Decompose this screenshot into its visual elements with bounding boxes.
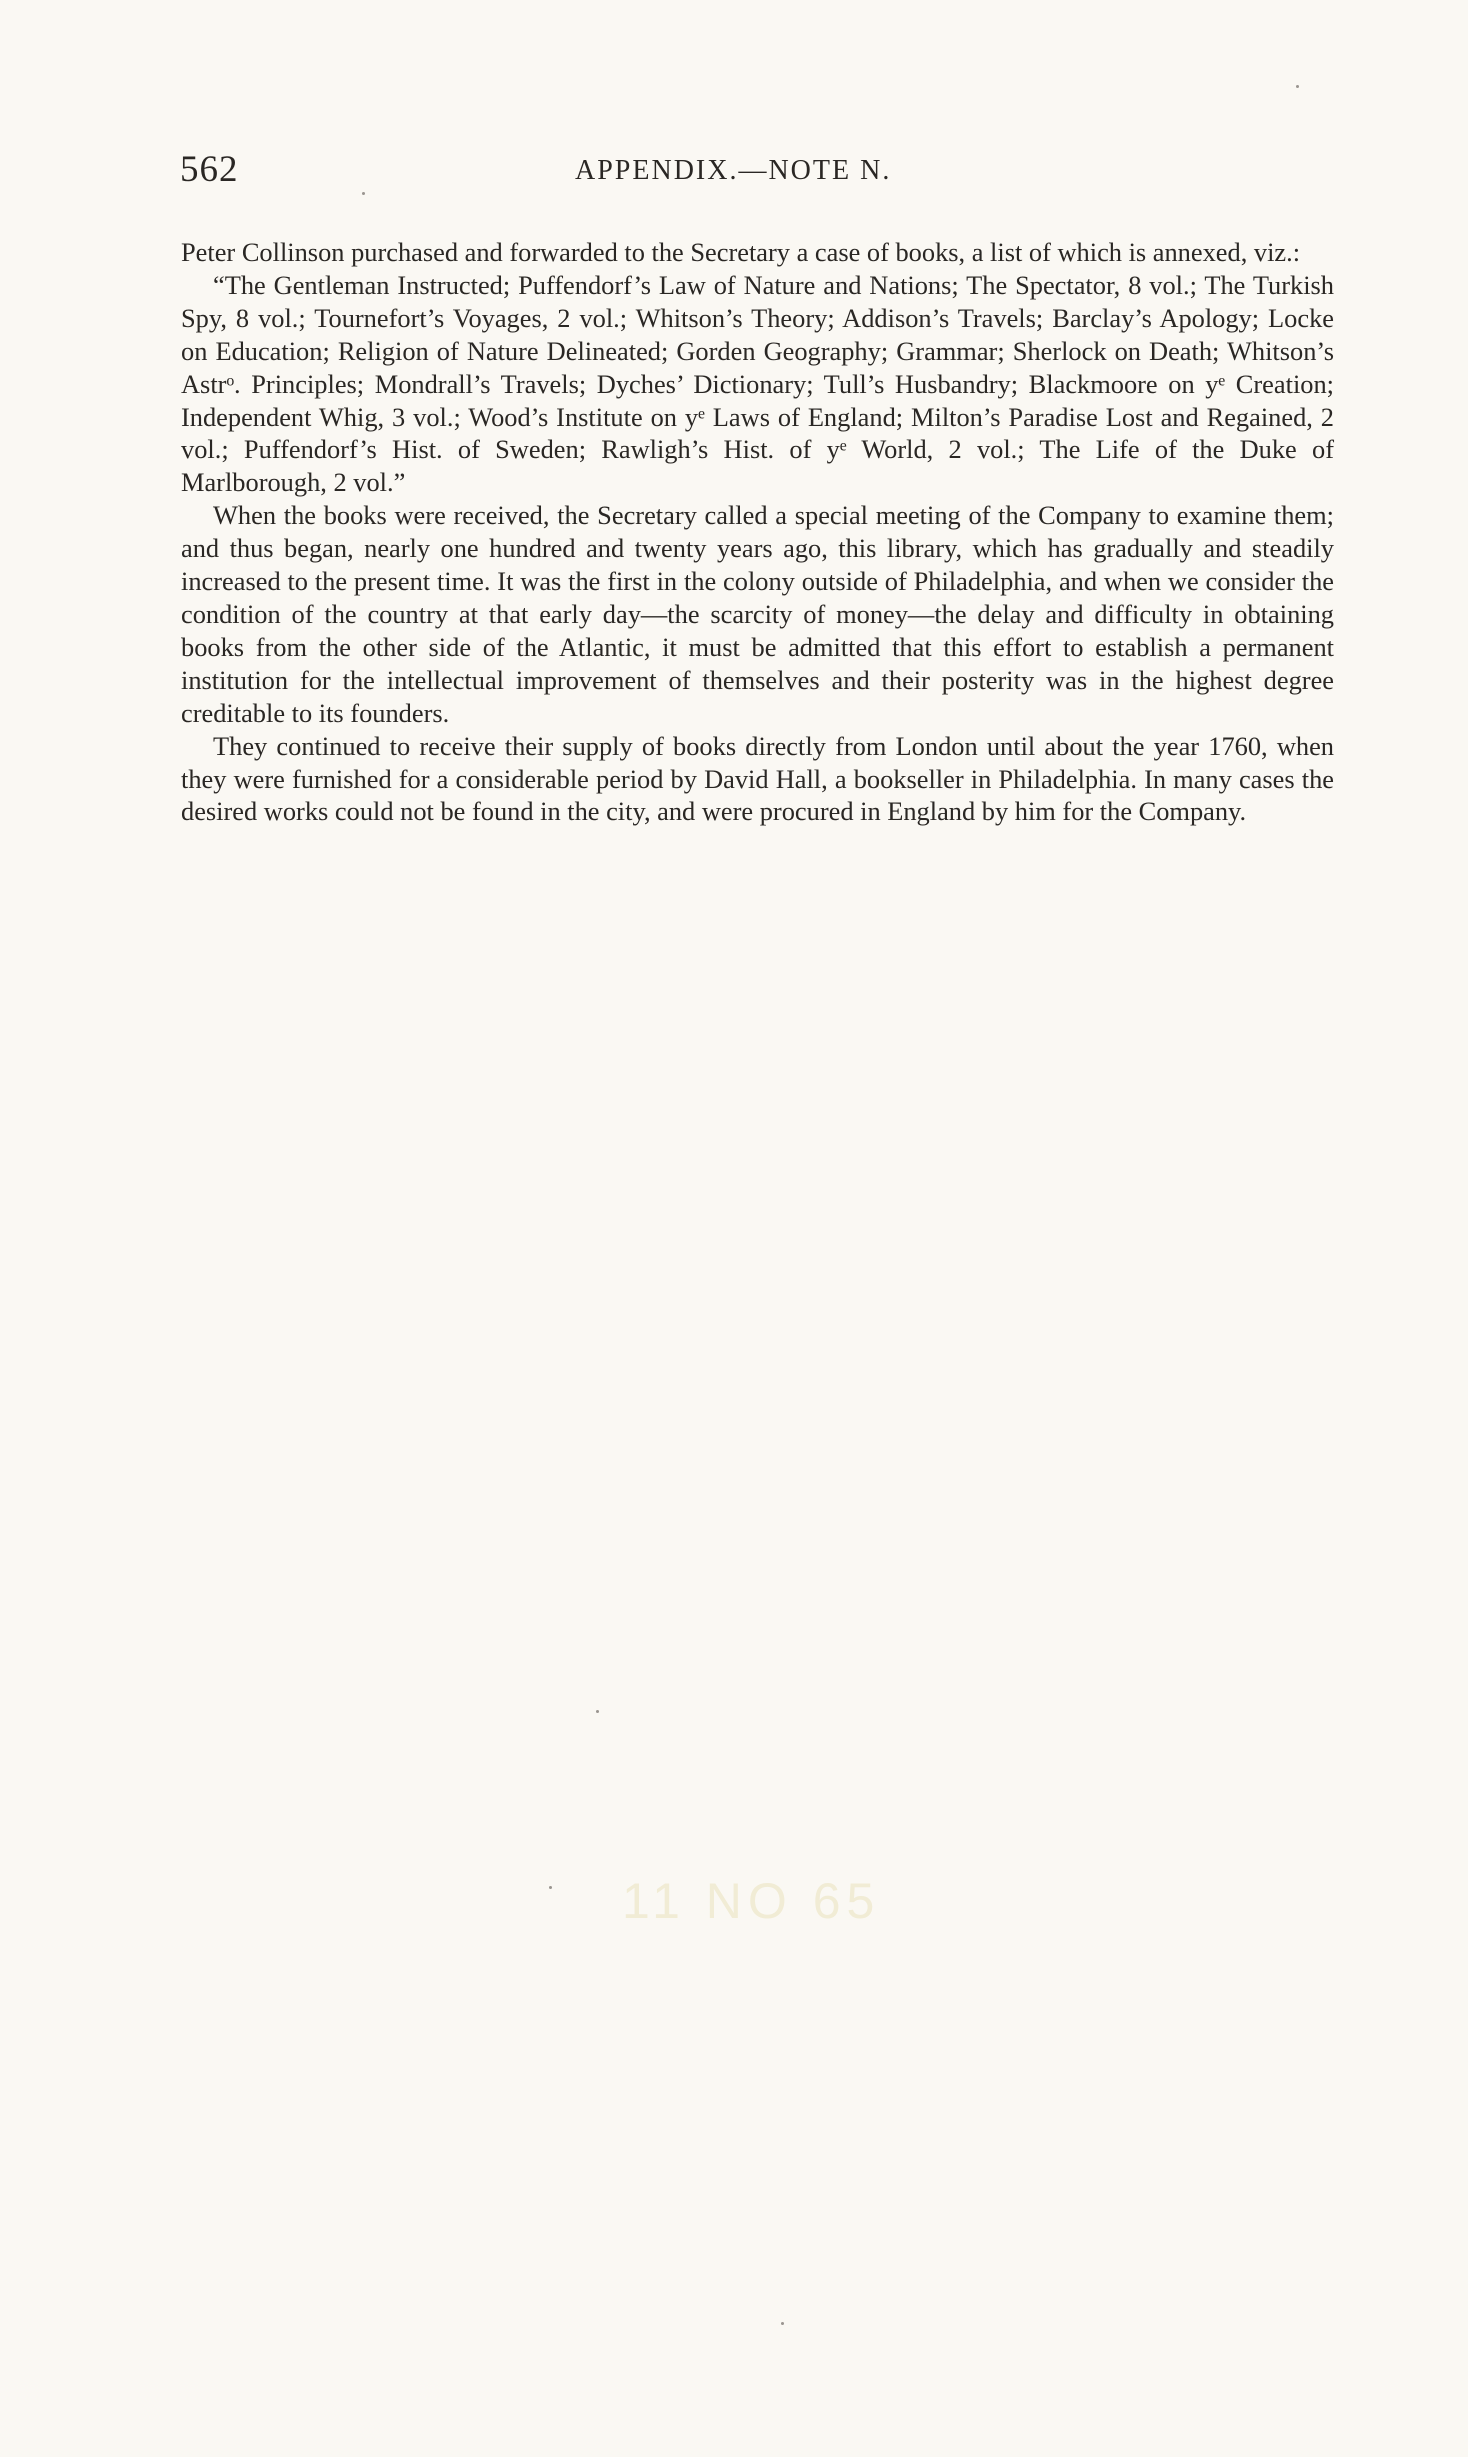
paper-speck — [549, 1886, 552, 1889]
paper-speck — [781, 2322, 784, 2325]
paragraph-david-hall: They continued to receive their supply of books directly from London until about the year 1760, when they were furnished for a considerable period by David Hall, a bookseller in Philadelphia. In many cases the desired works could not be found in the city, and were procured in England by him for the Company. — [181, 730, 1334, 827]
paragraph-book-list: “The Gentleman Instructed; Puffendorf’s Law of Nature and Nations; The Spectator, 8 vol.; The Turkish Spy, 8 vol.; Tournefort’s Voyages, 2 vol.; Whitson’s Theory; Addison’s Travels; Barclay’s Apology; Locke on Education; Religion of Nature Delineated; Gorden Geography; Grammar; Sherlock on Death; Whitson’s Astrᵒ. Principles; Mondrall’s Travels; Dyches’ Dictionary; Tull’s Husbandry; Blackmoore on yᵉ Creation; Independent Whig, 3 vol.; Wood’s Institute on yᵉ Laws of England; Milton’s Paradise Lost and Regained, 2 vol.; Puffendorf’s Hist. of Sweden; Rawligh’s Hist. of yᵉ World, 2 vol.; The Life of the Duke of Marlborough, 2 vol.” — [181, 269, 1334, 498]
paper-speck — [596, 1710, 599, 1713]
paper-speck — [1296, 85, 1299, 88]
paragraph-library-founding: When the books were received, the Secretary called a special meeting of the Company to examine them; and thus began, nearly one hundred and twenty years ago, this library, which has gradually and steadily increased to the present time. It was the first in the colony outside of Philadelphia, and when we consider the condition of the country at that early day—the scarcity of money—the delay and difficulty in obtaining books from the other side of the Atlantic, it must be admitted that this effort to establish a permanent institution for the intellectual improvement of themselves and their posterity was in the highest degree creditable to its founders. — [181, 500, 1334, 728]
page-header — [180, 140, 1340, 200]
paper-speck — [362, 192, 365, 195]
running-head: APPENDIX.—NOTE N. — [575, 155, 892, 186]
paragraph-intro: Peter Collinson purchased and forwarded to the Secretary a case of books, a list of which is annexed, viz.: — [181, 237, 1301, 267]
page-number: 562 — [180, 149, 239, 190]
body-text — [181, 236, 1334, 828]
library-stamp: 11 NO 65 — [622, 1873, 881, 1929]
